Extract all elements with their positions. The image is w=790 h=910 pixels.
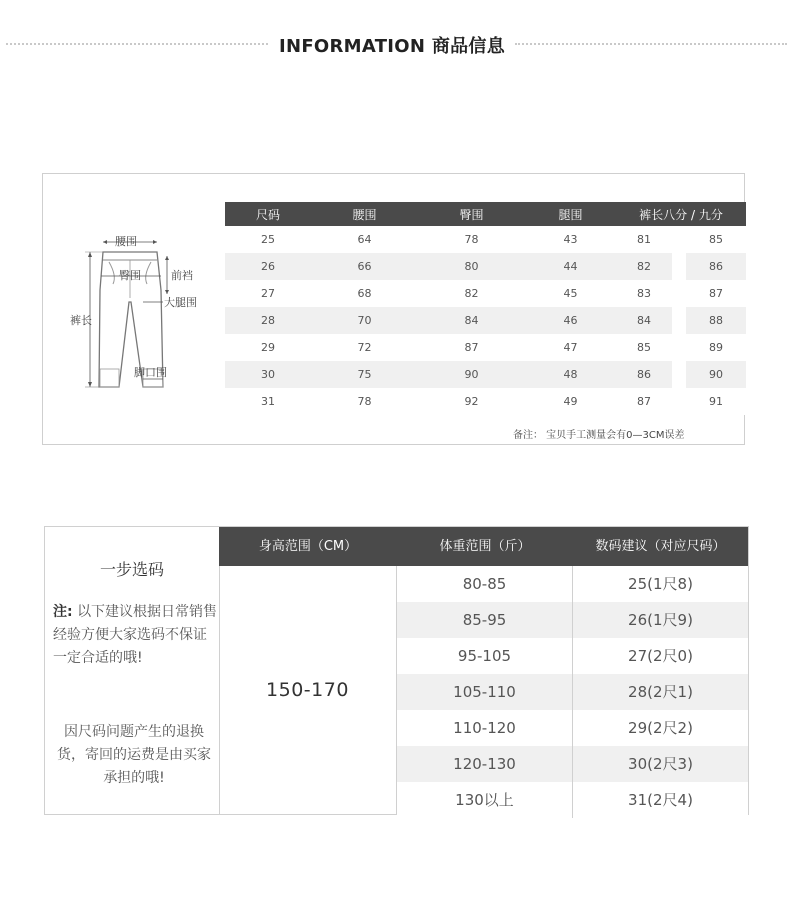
col-header-hip: 臀围 xyxy=(418,202,525,226)
dotted-divider-right xyxy=(515,43,787,45)
cell-size: 31 xyxy=(225,388,311,415)
cell-length-90: 89 xyxy=(686,334,746,361)
cell-length-90: 91 xyxy=(686,388,746,415)
cell-hip: 80 xyxy=(418,253,525,280)
cell-waist: 64 xyxy=(311,226,418,253)
col-header-leg: 腿围 xyxy=(525,202,616,226)
cell-gap xyxy=(672,388,686,415)
step-title: 一步选码 xyxy=(99,560,164,579)
cell-size: 30 xyxy=(225,361,311,388)
cell-hip: 84 xyxy=(418,307,525,334)
cell-length-80: 82 xyxy=(616,253,672,280)
cell-leg: 45 xyxy=(525,280,616,307)
cell-suggestion: 31(2尺4) xyxy=(628,791,693,809)
cell-length-80: 84 xyxy=(616,307,672,334)
size-recommendation-table xyxy=(44,526,749,815)
cell-suggestion: 26(1尺9) xyxy=(628,611,693,629)
table-row xyxy=(225,388,746,415)
cell-length-80: 86 xyxy=(616,361,672,388)
table-row xyxy=(397,602,748,638)
cell-length-80: 87 xyxy=(616,388,672,415)
cell-weight: 95-105 xyxy=(397,638,573,674)
length-label: 裤长 xyxy=(70,314,92,327)
cell-length-80: 83 xyxy=(616,280,672,307)
table-row xyxy=(397,746,748,782)
table-row xyxy=(225,280,746,307)
cell-weight: 120-130 xyxy=(397,746,573,782)
cell-waist: 78 xyxy=(311,388,418,415)
cell-leg: 44 xyxy=(525,253,616,280)
cell-gap xyxy=(672,226,686,253)
cell-suggestion: 25(1尺8) xyxy=(628,575,693,593)
cell-weight: 105-110 xyxy=(397,674,573,710)
cell-waist: 72 xyxy=(311,334,418,361)
cell-weight: 85-95 xyxy=(397,602,573,638)
recommendation-rows xyxy=(397,566,748,818)
thigh-label: 大腿围 xyxy=(164,296,197,309)
col-header-weight: 体重范围（斤） xyxy=(397,527,573,566)
cell-hip: 92 xyxy=(418,388,525,415)
cell-leg: 49 xyxy=(525,388,616,415)
cell-length-90: 85 xyxy=(686,226,746,253)
recommendation-notes xyxy=(45,527,220,814)
table-row xyxy=(225,361,746,388)
front-rise-label: 前裆 xyxy=(171,269,193,282)
cell-hip: 82 xyxy=(418,280,525,307)
table-row xyxy=(225,334,746,361)
cell-weight: 110-120 xyxy=(397,710,573,746)
cell-suggestion: 28(2尺1) xyxy=(628,683,693,701)
cell-size: 29 xyxy=(225,334,311,361)
cell-size: 25 xyxy=(225,226,311,253)
cell-suggestion: 27(2尺0) xyxy=(628,647,693,665)
size-table-header xyxy=(225,202,746,226)
table-row xyxy=(225,226,746,253)
cell-waist: 68 xyxy=(311,280,418,307)
dotted-divider-left xyxy=(6,43,268,45)
cell-waist: 75 xyxy=(311,361,418,388)
cell-length-90: 87 xyxy=(686,280,746,307)
cell-hip: 78 xyxy=(418,226,525,253)
size-chart-panel xyxy=(42,173,745,445)
cell-weight: 80-85 xyxy=(397,566,573,602)
cell-waist: 66 xyxy=(311,253,418,280)
note-text: 以下建议根据日常销售经验方便大家选码不保证一定合适的哦! xyxy=(53,604,218,666)
cell-size: 27 xyxy=(225,280,311,307)
cell-suggestion: 30(2尺3) xyxy=(628,755,693,773)
cell-length-90: 88 xyxy=(686,307,746,334)
size-table xyxy=(225,202,746,415)
cell-length-80: 85 xyxy=(616,334,672,361)
cell-gap xyxy=(672,253,686,280)
pants-measurement-diagram xyxy=(57,232,207,397)
col-header-size: 尺码 xyxy=(225,202,311,226)
cell-weight: 130以上 xyxy=(397,782,573,818)
cell-size: 28 xyxy=(225,307,311,334)
table-row xyxy=(225,307,746,334)
cell-length-90: 90 xyxy=(686,361,746,388)
note-label: 注: xyxy=(53,604,73,620)
cell-length-80: 81 xyxy=(616,226,672,253)
col-header-height: 身高范围（CM） xyxy=(219,527,397,566)
cell-length-90: 86 xyxy=(686,253,746,280)
section-header xyxy=(0,30,790,58)
col-header-suggestion: 数码建议（对应尺码） xyxy=(573,527,748,566)
cell-waist: 70 xyxy=(311,307,418,334)
cell-hip: 87 xyxy=(418,334,525,361)
cell-gap xyxy=(672,334,686,361)
table-row xyxy=(397,566,748,602)
cell-gap xyxy=(672,307,686,334)
col-header-waist: 腰围 xyxy=(311,202,418,226)
cell-size: 26 xyxy=(225,253,311,280)
table-row xyxy=(397,674,748,710)
table-row xyxy=(397,782,748,818)
cell-leg: 46 xyxy=(525,307,616,334)
section-title: INFORMATION 商品信息 xyxy=(278,36,506,57)
hip-label: 臀围 xyxy=(119,269,141,282)
waist-label: 腰围 xyxy=(115,235,137,248)
measurement-note: 备注： 宝贝手工测量会有0—3CM误差 xyxy=(513,430,685,441)
return-policy-note: 因尺码问题产生的退换货，寄回的运费是由买家承担的哦! xyxy=(57,724,211,786)
table-row xyxy=(397,710,748,746)
cell-gap xyxy=(672,280,686,307)
table-row xyxy=(397,638,748,674)
cell-gap xyxy=(672,361,686,388)
col-header-length: 裤长八分 / 九分 xyxy=(616,202,746,226)
cell-leg: 48 xyxy=(525,361,616,388)
cell-leg: 47 xyxy=(525,334,616,361)
height-range: 150-170 xyxy=(219,566,397,814)
cell-suggestion: 29(2尺2) xyxy=(628,719,693,737)
cell-hip: 90 xyxy=(418,361,525,388)
table-row xyxy=(225,253,746,280)
cell-leg: 43 xyxy=(525,226,616,253)
recommendation-note xyxy=(53,601,219,670)
hem-label: 脚口围 xyxy=(134,366,167,379)
